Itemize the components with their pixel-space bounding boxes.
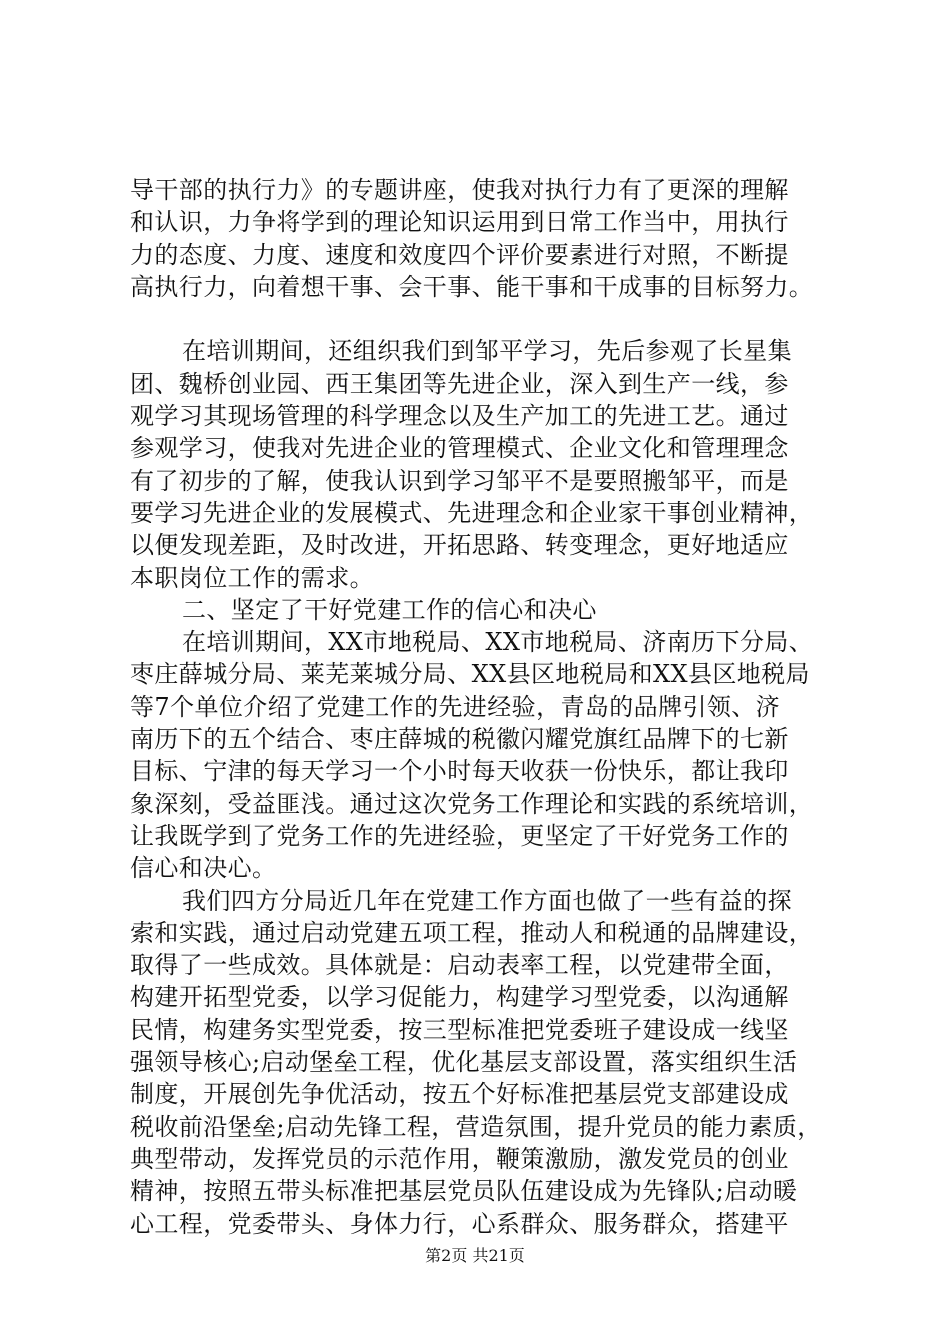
text-line: 信心和决心。 [130,854,277,883]
text-line: 目标、宁津的每天学习一个小时每天收获一份快乐，都让我印 [130,757,789,786]
text-line: 取得了一些成效。具体就是：启动表率工程，以党建带全面， [130,951,789,980]
text-line: 本职岗位工作的需求。 [130,563,374,592]
paragraph-1 [130,174,840,303]
text-line: 让我既学到了党务工作的先进经验，更坚定了干好党务工作的 [130,821,789,850]
text-line: 有了初步的了解，使我认识到学习邹平不是要照搬邹平，而是 [130,466,789,495]
text-line: 力的态度、力度、速度和效度四个评价要素进行对照，不断提 [130,240,789,269]
heading-line: 二、坚定了干好党建工作的信心和决心 [182,595,597,624]
text-line: 高执行力，向着想干事、会干事、能干事和干成事的目标努力。 [130,272,814,301]
page-number-label: 第2页 共21页 [425,1246,525,1265]
page-footer [0,1246,950,1266]
text-line: 税收前沿堡垒;启动先锋工程，营造氛围，提升党员的能力素质， [130,1112,822,1141]
text-line: 团、魏桥创业园、西王集团等先进企业，深入到生产一线，参 [130,369,789,398]
text-line: 制度，开展创先争优活动，按五个好标准把基层党支部建设成 [130,1080,789,1109]
section-heading [130,594,840,626]
text-line: 在培训期间，XX市地税局、XX市地税局、济南历下分局、 [182,628,814,657]
text-line: 要学习先进企业的发展模式、先进理念和企业家干事创业精神， [130,498,814,527]
text-line: 等7个单位介绍了党建工作的先进经验，青岛的品牌引领、济 [130,692,781,721]
paragraph-4 [130,885,840,1240]
text-line: 导干部的执行力》的专题讲座，使我对执行力有了更深的理解 [130,176,789,204]
paragraph-3 [130,626,840,884]
text-line: 强领导核心;启动堡垒工程，优化基层支部设置，落实组织生活 [130,1048,798,1077]
text-line: 我们四方分局近几年在党建工作方面也做了一些有益的探 [182,886,792,915]
text-line: 以便发现差距，及时改进，开拓思路、转变理念，更好地适应 [130,531,789,560]
paragraph-2 [130,335,840,593]
text-line: 象深刻，受益匪浅。通过这次党务工作理论和实践的系统培训， [130,789,814,818]
text-line: 和认识，力争将学到的理论知识运用到日常工作当中，用执行 [130,208,789,237]
text-line: 枣庄薛城分局、莱芜莱城分局、XX县区地税局和XX县区地税局 [130,660,810,689]
text-line: 参观学习，使我对先进企业的管理模式、企业文化和管理理念 [130,434,789,463]
document-body [130,174,840,1240]
text-line: 精神，按照五带头标准把基层党员队伍建设成为先锋队;启动暖 [130,1177,798,1206]
text-line: 构建开拓型党委，以学习促能力，构建学习型党委，以沟通解 [130,983,789,1012]
text-line: 观学习其现场管理的科学理念以及生产加工的先进工艺。通过 [130,402,789,431]
text-line: 典型带动，发挥党员的示范作用，鞭策激励，激发党员的创业 [130,1144,789,1173]
text-line: 在培训期间，还组织我们到邹平学习，先后参观了长星集 [182,337,792,366]
text-line: 南历下的五个结合、枣庄薛城的税徽闪耀党旗红品牌下的七新 [130,725,789,754]
text-line: 心工程，党委带头、身体力行，心系群众、服务群众，搭建平 [130,1209,789,1238]
text-line: 民情，构建务实型党委，按三型标准把党委班子建设成一线坚 [130,1015,789,1044]
paragraph-spacer [130,303,840,335]
text-line: 索和实践，通过启动党建五项工程，推动人和税通的品牌建设， [130,918,814,947]
